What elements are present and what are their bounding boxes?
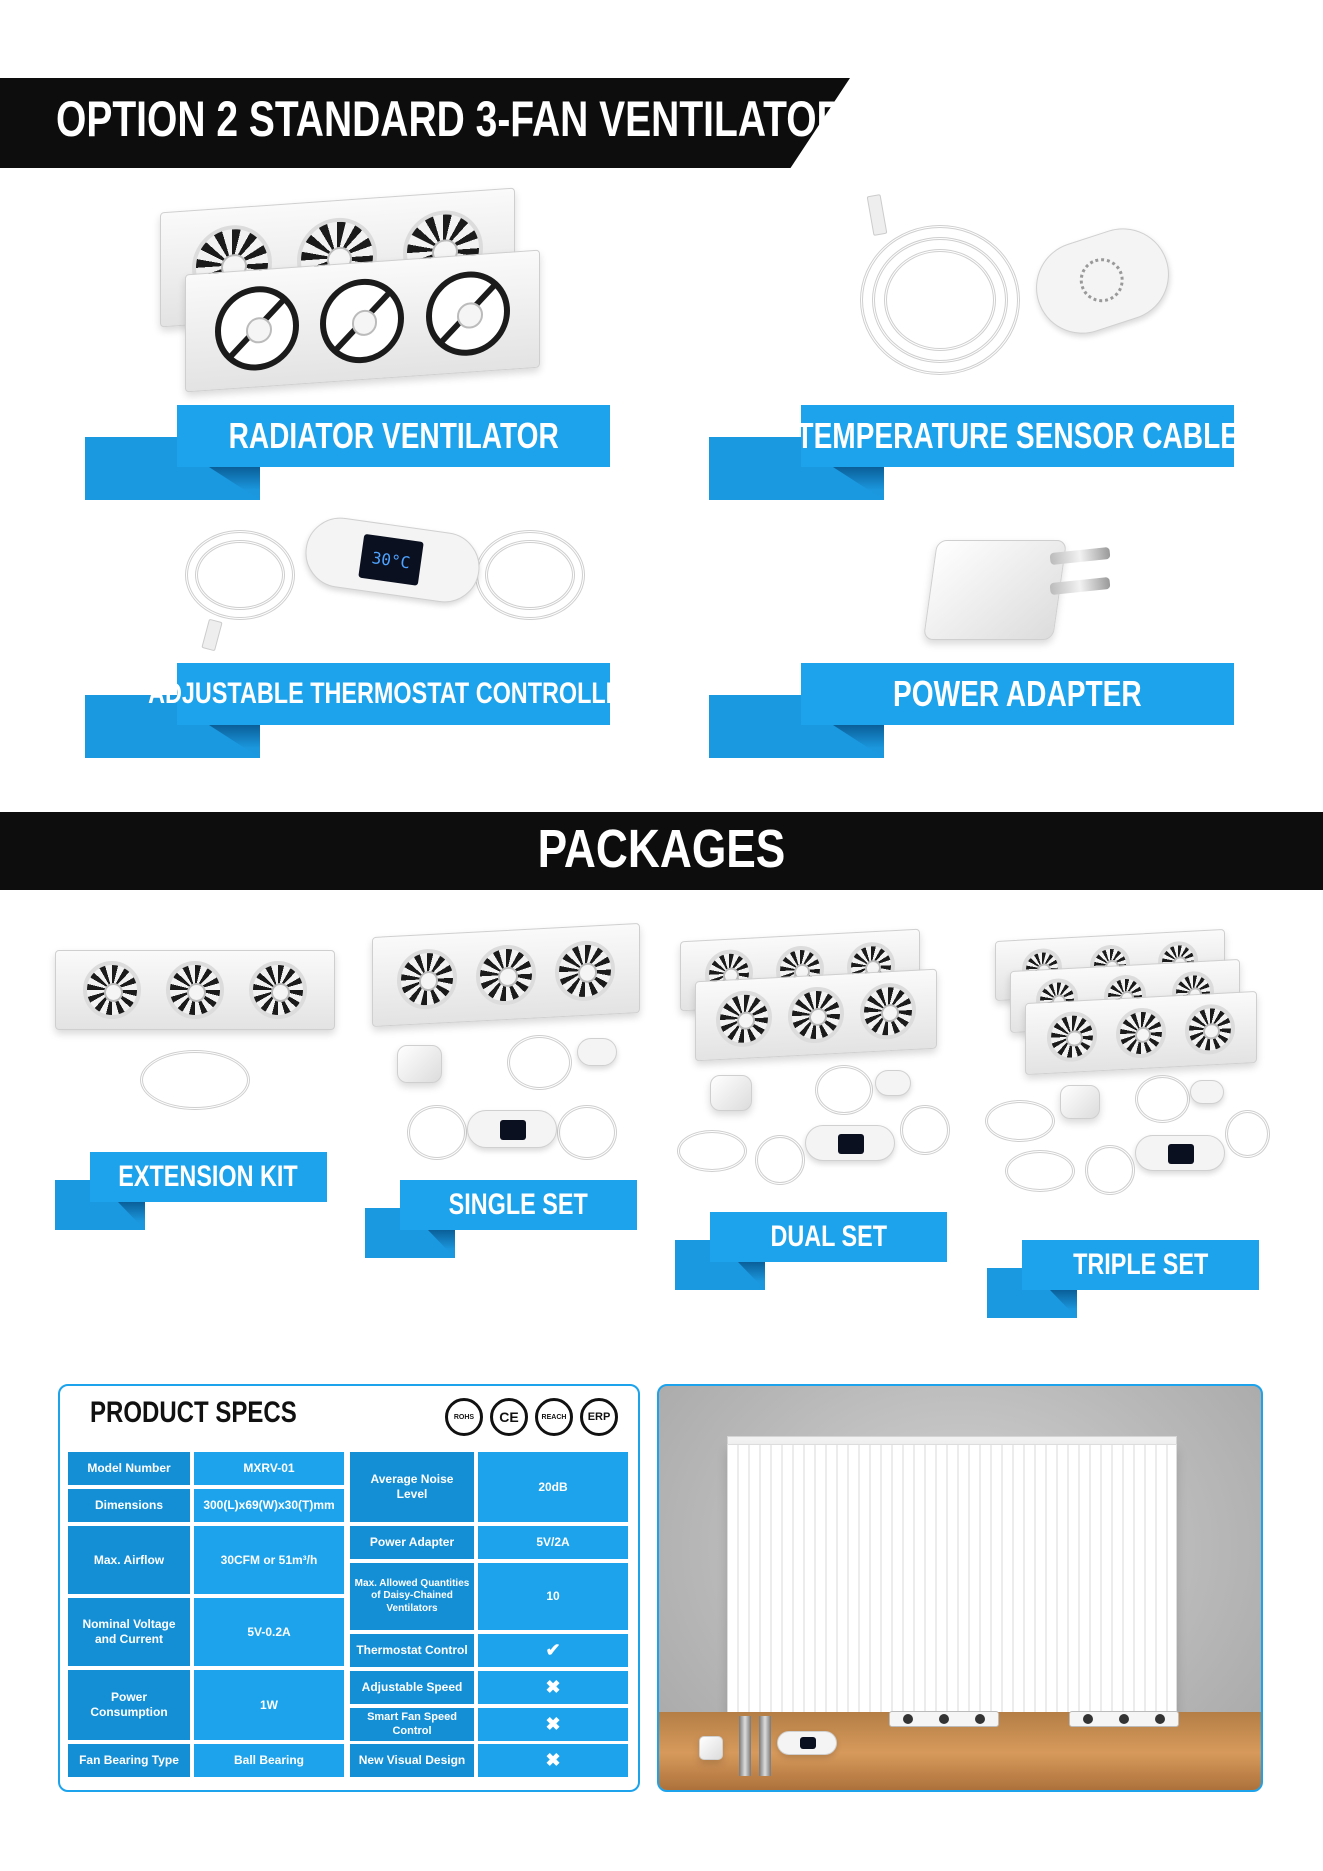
spec-value: 5V/2A [478,1526,628,1559]
mini-display [1168,1144,1194,1164]
spec-name: Model Number [68,1452,190,1485]
spec-value: 20dB [478,1452,628,1522]
package-label: SINGLE SET [448,1188,589,1221]
thermostat-controller-image [185,500,595,650]
cross-icon: ✖ [478,1671,628,1704]
spec-name: Power Adapter [350,1526,474,1559]
spec-name: Max. Allowed Quantities of Daisy-Chained Ventilators [350,1563,474,1630]
product-specs-panel [58,1384,640,1792]
page-title: OPTION 2 STANDARD 3-FAN VENTILATOR [56,91,845,147]
spec-value: Ball Bearing [194,1744,344,1777]
pipe [739,1716,751,1776]
check-icon: ✔ [478,1634,628,1667]
erp-cert-icon: ERP [580,1398,618,1436]
package-label: EXTENSION KIT [118,1160,299,1193]
extension-kit-image [55,950,340,1120]
packages-title: PACKAGES [537,819,786,879]
spec-value: 10 [478,1563,628,1630]
spec-name: Fan Bearing Type [68,1744,190,1777]
cross-icon: ✖ [478,1744,628,1777]
label-text: TEMPERATURE SENSOR CABLE [796,415,1239,456]
thermostat-display: 30°C [358,534,424,586]
package-dual-set [675,1212,947,1290]
installed-ventilator [1069,1711,1179,1727]
label-power-adapter [709,663,1234,758]
triple-set-image [985,935,1275,1215]
spec-name: Average Noise Level [350,1452,474,1522]
spec-name: Max. Airflow [68,1526,190,1594]
spec-name: Smart Fan Speed Control [350,1708,474,1741]
specs-title: PRODUCT SPECS [90,1396,297,1429]
ce-cert-icon: CE [490,1398,528,1436]
label-text: ADJUSTABLE THERMOSTAT CONTROLLER [148,677,639,710]
power-adapter-on-floor [699,1736,723,1760]
cross-icon: ✖ [478,1708,628,1741]
spec-name: Thermostat Control [350,1634,474,1667]
reach-cert-icon: REACH [535,1398,573,1436]
label-text: POWER ADAPTER [893,673,1142,714]
spec-name: Adjustable Speed [350,1671,474,1704]
label-radiator-ventilator [85,405,610,500]
mini-display [500,1120,526,1140]
radiator [727,1444,1177,1724]
thermostat-on-floor [777,1731,837,1755]
package-triple-set [987,1240,1259,1318]
package-extension-kit [55,1152,327,1230]
package-label: TRIPLE SET [1072,1248,1209,1281]
package-label: DUAL SET [770,1220,887,1253]
spec-value: 1W [194,1670,344,1740]
installed-ventilator [889,1711,999,1727]
radiator-ventilator-image [160,200,550,390]
package-single-set [365,1180,637,1258]
pipe [759,1716,771,1776]
power-adapter-image [920,520,1140,650]
rohs-cert-icon: ROHS [445,1398,483,1436]
spec-name: New Visual Design [350,1744,474,1777]
single-set-image [372,930,642,1170]
spec-value: MXRV-01 [194,1452,344,1485]
label-temperature-sensor-cable [709,405,1239,500]
spec-name: Nominal Voltage and Current [68,1598,190,1666]
spec-name: Dimensions [68,1489,190,1522]
dual-set-image [675,935,955,1205]
spec-value: 300(L)x69(W)x30(T)mm [194,1489,344,1522]
spec-value: 5V-0.2A [194,1598,344,1666]
temperature-sensor-cable-image [850,195,1170,375]
label-thermostat-controller [85,663,639,758]
mini-display [838,1134,864,1154]
installation-photo [657,1384,1263,1792]
spec-name: Power Consumption [68,1670,190,1740]
label-text: RADIATOR VENTILATOR [228,415,559,456]
spec-value: 30CFM or 51m³/h [194,1526,344,1594]
